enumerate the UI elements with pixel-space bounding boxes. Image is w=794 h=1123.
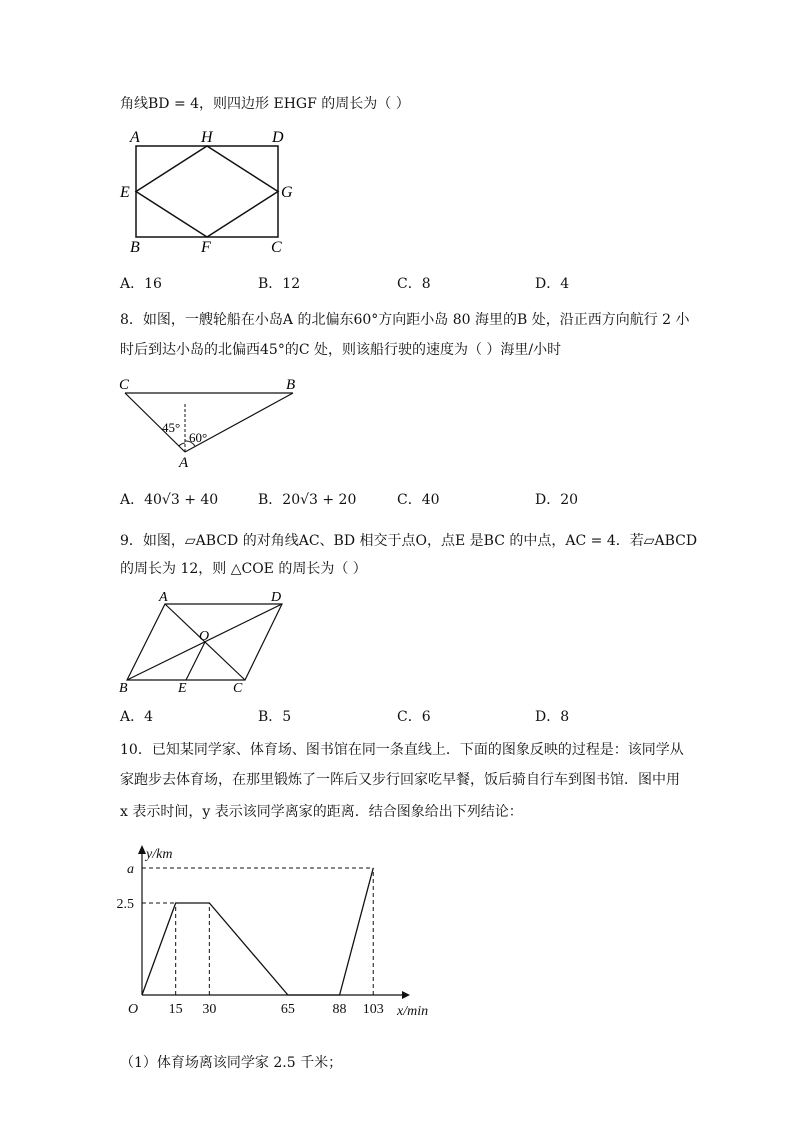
label-d: D: [271, 590, 282, 605]
y-axis-arrow: [138, 845, 146, 854]
q9-parallelogram-figure: [115, 592, 295, 702]
q10-distance-time-chart: [110, 838, 450, 1018]
label-a: A: [179, 455, 189, 471]
q9-option-c[interactable]: C．6: [397, 709, 431, 725]
q9-text-line1: 9．如图，▱ABCD 的对角线AC、BD 相交于点O，点E 是BC 的中点，AC = 4．若▱ABCD: [120, 533, 698, 549]
y-tick-label-a: a: [127, 862, 134, 877]
origin-label: O: [128, 1002, 139, 1017]
label-e: E: [178, 681, 187, 696]
q9-option-d[interactable]: D．8: [535, 709, 570, 725]
q10-text-line2: 家跑步去体育场，在那里锻炼了一阵后又步行回家吃早餐，饭后骑自行车到图书馆．图中用: [120, 772, 680, 788]
label-h: H: [201, 129, 213, 146]
q7-option-c[interactable]: C．8: [397, 276, 431, 292]
q10-conclusion-1: （1）体育场离该同学家 2.5 千米；: [120, 1055, 343, 1071]
q8-ship-figure: [115, 375, 310, 470]
y-axis-title: y/km: [146, 847, 173, 862]
q8-option-a[interactable]: A．40√3 + 40: [120, 492, 219, 508]
label-o: O: [199, 629, 210, 644]
angle-arc-left: [179, 443, 185, 446]
label-a: A: [130, 129, 140, 146]
q7-option-b[interactable]: B．12: [258, 276, 301, 292]
x-axis-arrow: [402, 991, 410, 999]
label-d: D: [272, 129, 284, 146]
q7-rectangle-figure: [112, 126, 302, 258]
label-angle-45: 45°: [162, 420, 181, 435]
rectangle-abcd: [136, 146, 278, 237]
label-f: F: [201, 239, 211, 256]
x-axis-title: x/min: [397, 1004, 429, 1019]
q10-text-line1: 10．已知某同学家、体育场、图书馆在同一条直线上．下面的图象反映的过程是：该同学从: [120, 742, 684, 758]
rhombus-ehgf: [136, 146, 278, 237]
q8-option-d[interactable]: D．20: [535, 492, 579, 508]
q8-option-c[interactable]: C．40: [397, 492, 440, 508]
q8-option-b[interactable]: B．20√3 + 20: [258, 492, 357, 508]
x-tick-label-88: 88: [332, 1002, 347, 1017]
label-g: G: [281, 184, 293, 201]
q9-text-line2: 的周长为 12，则 △COE 的周长为（ ）: [120, 561, 367, 577]
x-tick-label-15: 15: [168, 1002, 183, 1017]
x-tick-label-103: 103: [362, 1002, 384, 1017]
label-c: C: [119, 377, 130, 393]
label-b: B: [286, 377, 296, 393]
q8-text-line2: 时后到达小岛的北偏西45°的C 处，则该船行驶的速度为（ ）海里/小时: [120, 342, 562, 358]
q10-text-line3: x 表示时间，y 表示该同学离家的距离．结合图象给出下列结论：: [120, 804, 523, 820]
label-b: B: [119, 681, 128, 696]
q8-text-line1: 8．如图，一艘轮船在小岛A 的北偏东60°方向距小岛 80 海里的B 处，沿正西方向航行 2 小: [120, 312, 690, 328]
series-line: [142, 868, 373, 995]
q9-option-b[interactable]: B．5: [258, 709, 292, 725]
label-angle-60: 60°: [189, 430, 208, 445]
y-tick-label-2-5: 2.5: [116, 897, 134, 912]
x-tick-label-30: 30: [202, 1002, 217, 1017]
q7-text-tail: 角线BD = 4，则四边形 EHGF 的周长为（ ）: [120, 96, 410, 112]
label-c: C: [233, 681, 243, 696]
x-tick-label-65: 65: [280, 1002, 295, 1017]
q7-option-a[interactable]: A．16: [120, 276, 162, 292]
label-e: E: [120, 184, 130, 201]
label-a: A: [159, 590, 168, 605]
q9-option-a[interactable]: A．4: [120, 709, 154, 725]
label-c: C: [271, 239, 282, 256]
q7-option-d[interactable]: D．4: [535, 276, 570, 292]
segment-oe: [186, 642, 205, 680]
label-b: B: [130, 239, 140, 256]
